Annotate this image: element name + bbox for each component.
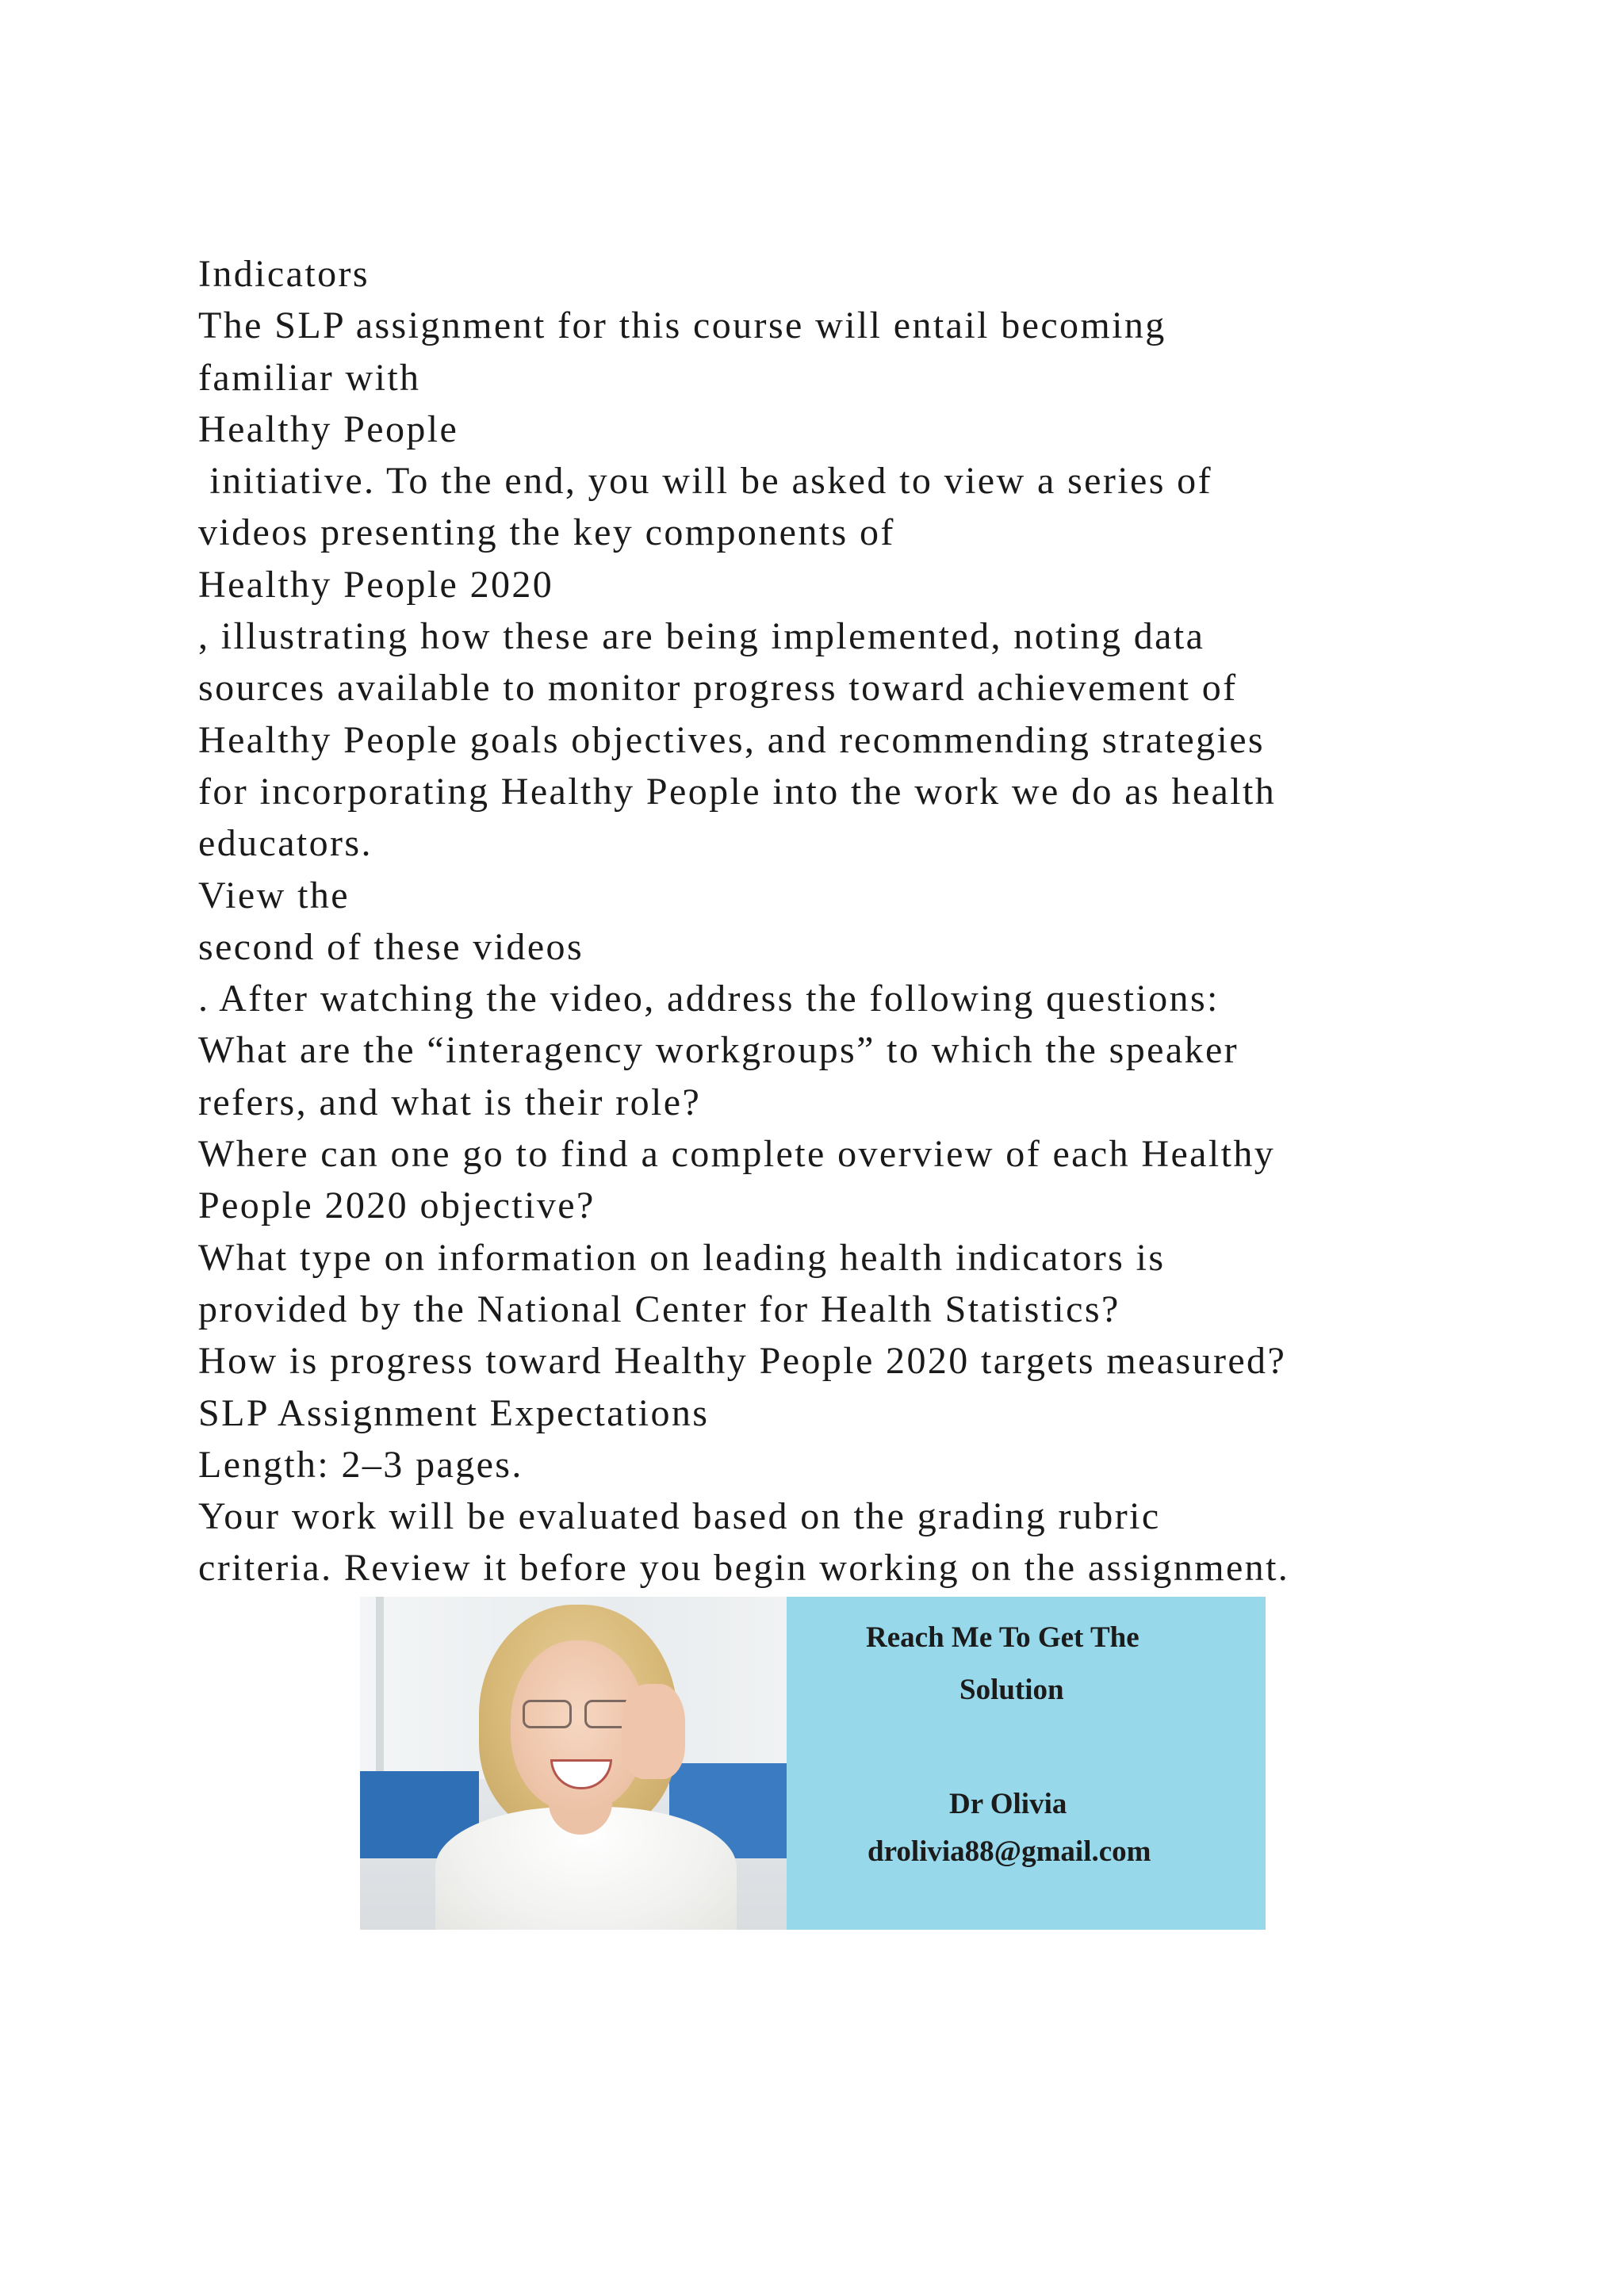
text-line: for incorporating Healthy People into the work we do as health: [198, 770, 1277, 813]
text-line: sources available to monitor progress toward achievement of: [198, 667, 1238, 710]
woman-photo: [360, 1597, 787, 1930]
text-line: SLP Assignment Expectations: [198, 1391, 710, 1434]
text-line: Healthy People goals objectives, and recommending strategies: [198, 718, 1265, 761]
text-line: provided by the National Center for Health Statistics?: [198, 1288, 1120, 1330]
promo-heading: Reach Me To Get The: [866, 1621, 1139, 1654]
text-line: Length: 2–3 pages.: [198, 1443, 523, 1486]
text-line: Healthy People 2020: [198, 563, 554, 606]
contact-email: drolivia88@gmail.com: [868, 1835, 1151, 1868]
text-line: criteria. Review it before you begin working on the assignment.: [198, 1547, 1290, 1590]
glasses-icon: [523, 1700, 634, 1727]
text-line: Healthy People: [198, 408, 459, 450]
text-line: . After watching the video, address the following questions:: [198, 978, 1220, 1020]
promo-heading-2: Solution: [959, 1674, 1064, 1706]
text-line: How is progress toward Healthy People 2020 targets measured?: [198, 1340, 1287, 1383]
promo-banner: [360, 1597, 1266, 1930]
text-line: familiar with: [198, 356, 421, 399]
text-line: initiative. To the end, you will be asked to view a series of: [198, 460, 1212, 503]
text-line: What type on information on leading health indicators is: [198, 1236, 1166, 1279]
text-line: , illustrating how these are being implemented, noting data: [198, 615, 1205, 658]
text-line: Your work will be evaluated based on the grading rubric: [198, 1495, 1161, 1538]
text-line: What are the “interagency workgroups” to which the speaker: [198, 1029, 1239, 1072]
text-line: second of these videos: [198, 925, 584, 968]
text-line: educators.: [198, 822, 373, 865]
text-line: View the: [198, 874, 350, 916]
text-line: refers, and what is their role?: [198, 1081, 702, 1123]
contact-panel: [787, 1597, 1266, 1930]
text-line: videos presenting the key components of: [198, 511, 895, 554]
text-line: Where can one go to find a complete overview of each Healthy: [198, 1133, 1276, 1176]
contact-name: Dr Olivia: [949, 1788, 1067, 1820]
text-line: People 2020 objective?: [198, 1184, 596, 1227]
text-line: The SLP assignment for this course will entail becoming: [198, 304, 1166, 347]
text-line: Indicators: [198, 253, 370, 295]
assignment-text: [198, 248, 1467, 1594]
